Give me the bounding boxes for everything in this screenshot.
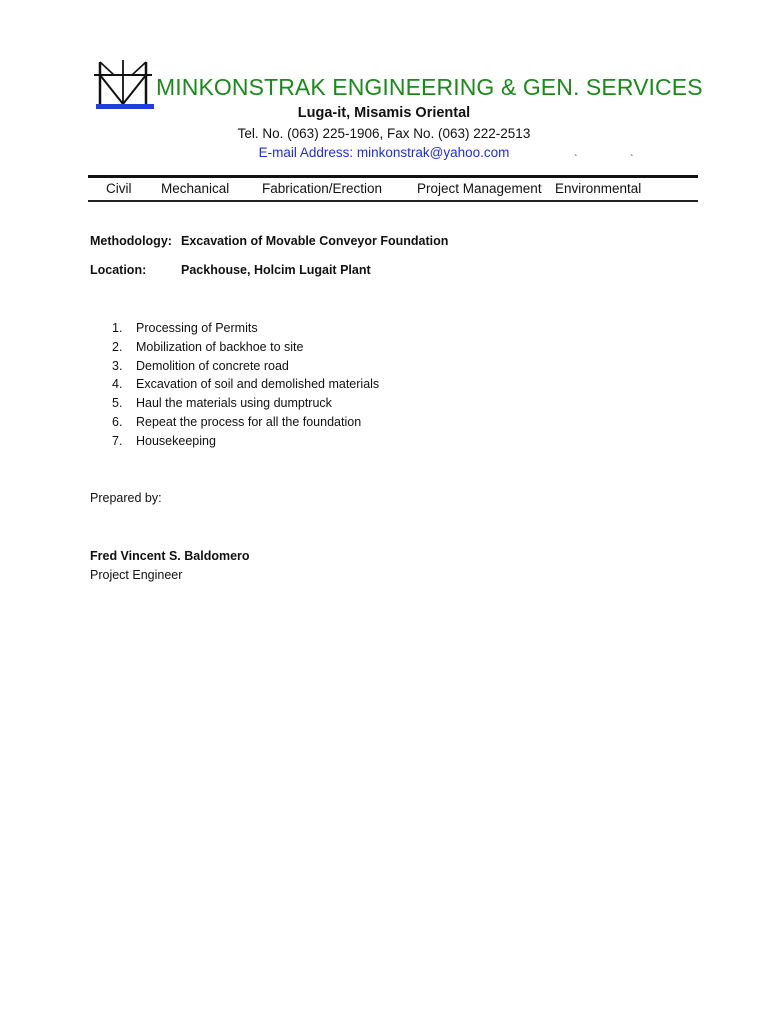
company-logo-icon xyxy=(94,60,156,112)
methodology-steps xyxy=(112,319,379,451)
step-text: Repeat the process for all the foundation xyxy=(136,414,362,429)
step-text: Processing of Permits xyxy=(136,321,258,335)
list-item xyxy=(112,375,379,394)
step-text: Excavation of soil and demolished materials xyxy=(136,377,380,392)
step-number: 3. xyxy=(112,358,123,373)
location-value: Packhouse, Holcim Lugait Plant xyxy=(181,263,371,277)
list-item xyxy=(112,357,379,376)
service-environmental: Environmental xyxy=(555,181,642,196)
header-divider-bottom xyxy=(88,200,698,202)
tick-mark: ` xyxy=(630,154,634,165)
step-number: 5. xyxy=(112,396,123,411)
header-divider-top xyxy=(88,175,698,178)
step-text: Haul the materials using dumptruck xyxy=(136,396,332,411)
service-fabrication-erection: Fabrication/Erection xyxy=(262,181,383,196)
location-label: Location: xyxy=(90,263,147,277)
company-address: Luga-it, Misamis Oriental xyxy=(297,105,471,121)
tick-mark: ` xyxy=(574,154,578,165)
list-item xyxy=(112,319,379,338)
prepared-by-label: Prepared by: xyxy=(90,491,162,505)
step-number: 4. xyxy=(112,377,123,392)
step-text: Housekeeping xyxy=(136,433,216,448)
signatory-name: Fred Vincent S. Baldomero xyxy=(90,549,250,563)
company-name: MINKONSTRAK ENGINEERING & GEN. SERVICES xyxy=(156,74,703,100)
step-number: 6. xyxy=(112,414,123,429)
service-mechanical: Mechanical xyxy=(161,181,230,196)
company-email: E-mail Address: minkonstrak@yahoo.com xyxy=(258,145,510,160)
service-civil: Civil xyxy=(106,181,132,196)
step-text: Mobilization of backhoe to site xyxy=(136,339,304,354)
company-phones: Tel. No. (063) 225-1906, Fax No. (063) 222-2513 xyxy=(237,126,531,141)
step-number: 7. xyxy=(112,433,123,448)
methodology-value: Excavation of Movable Conveyor Foundation xyxy=(181,234,449,248)
step-number: 2. xyxy=(112,339,123,354)
list-item xyxy=(112,338,379,357)
list-item xyxy=(112,413,379,432)
methodology-label: Methodology: xyxy=(90,234,172,248)
step-number: 1. xyxy=(112,321,123,335)
list-item xyxy=(112,394,379,413)
list-item xyxy=(112,432,379,451)
step-text: Demolition of concrete road xyxy=(136,358,289,373)
service-project-management: Project Management xyxy=(417,181,542,196)
signatory-title: Project Engineer xyxy=(90,568,183,582)
